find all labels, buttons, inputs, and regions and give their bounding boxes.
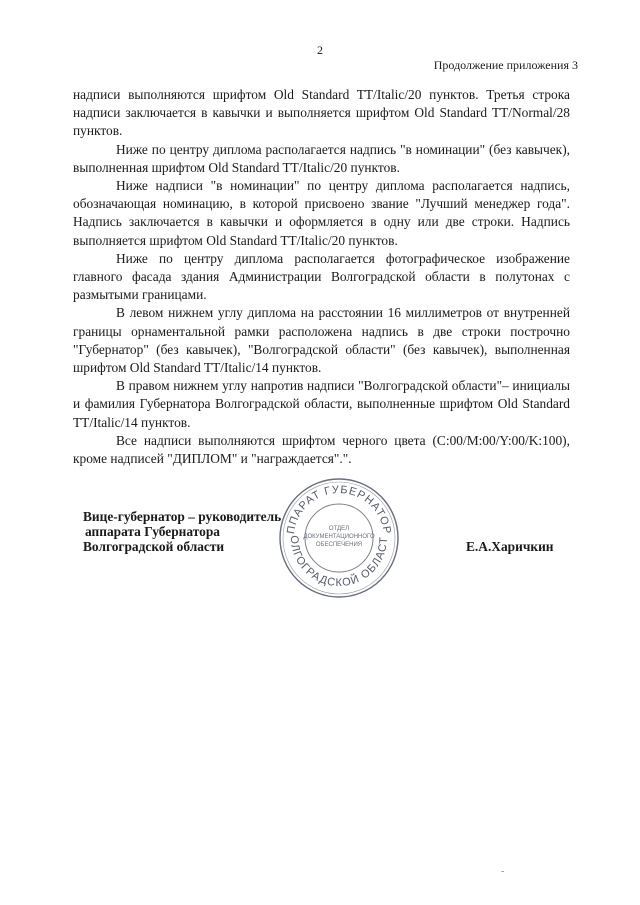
paragraph-nomination-caption: Ниже по центру диплома располагается надпись "в номинации" (без кавычек), выполненная шрифтом Old Standard TT/Italic/20 пунктов.	[73, 141, 570, 175]
page-number: 2	[317, 43, 323, 57]
stamp-center-line-2: ДОКУМЕНТАЦИОННОГО	[303, 534, 375, 540]
official-stamp	[277, 476, 401, 600]
stamp-center-line-3: ОБЕСПЕЧЕНИЯ	[315, 542, 363, 548]
scan-speck: -	[501, 866, 505, 877]
stamp-seal-graphic	[277, 476, 401, 600]
paragraph-text-color: Все надписи выполняются шрифтом черного цвета (C:00/M:00/Y:00/K:100), кроме надписей "ДИПЛОМ" и "награждается".".	[73, 432, 570, 467]
appendix-continuation-label: Продолжение приложения 3	[433, 58, 578, 72]
paragraph-nomination-title: Ниже надписи "в номинации" по центру диплома располагается надпись, обозначающая номинацию, в которой присвоено звание "Лучший менеджер года". Надпись заключается в кавычки и оформляется в одну или две строки. Надпись выполняется шрифтом Old Standard TT/Italic/20 пунктов.	[73, 178, 570, 248]
signatory-title	[83, 509, 281, 554]
document-body	[73, 86, 570, 468]
signatory-title-line-2: аппарата Губернатора	[85, 524, 220, 539]
stamp-ring-top-text: ППАРАТ ГУБЕРНАТОР	[285, 483, 393, 535]
paragraph-right-corner-caption: В правом нижнем углу напротив надписи "Волгоградской области"– инициалы и фамилия Губернатора Волгоградской области, выполненные шрифтом Old Standard TT/Italic/14 пунктов.	[73, 378, 570, 430]
paragraph-font-third-line: надписи выполняются шрифтом Old Standard TT/Italic/20 пунктов. Третья строка надписи заключается в кавычки и выполняется шрифтом Old Standard TT/Normal/28 пунктов.	[73, 87, 570, 139]
stamp-center-line-1: ОТДЕЛ	[328, 526, 350, 532]
stamp-ring-bottom-text: ОЛГОГРАДСКОЙ ОБЛАСТ	[287, 535, 391, 590]
signatory-title-line-3: Волгоградской области	[83, 539, 225, 554]
paragraph-building-photo: Ниже по центру диплома располагается фотографическое изображение главного фасада здания Администрации Волгоградской области в полутонах с размытыми границами.	[73, 250, 570, 303]
paragraph-left-corner-caption: В левом нижнем углу диплома на расстоянии 16 миллиметров от внутренней границы орнаментальной рамки расположена надпись в две строки построчно "Губернатор" (без кавычек), "Волгоградской области" (без кавычек), выполненная шрифтом Old Standard TT/Italic/14 пунктов.	[73, 305, 570, 376]
signatory-name: Е.А.Харичкин	[466, 539, 554, 554]
signatory-title-line-1: Вице-губернатор – руководитель	[83, 509, 282, 524]
